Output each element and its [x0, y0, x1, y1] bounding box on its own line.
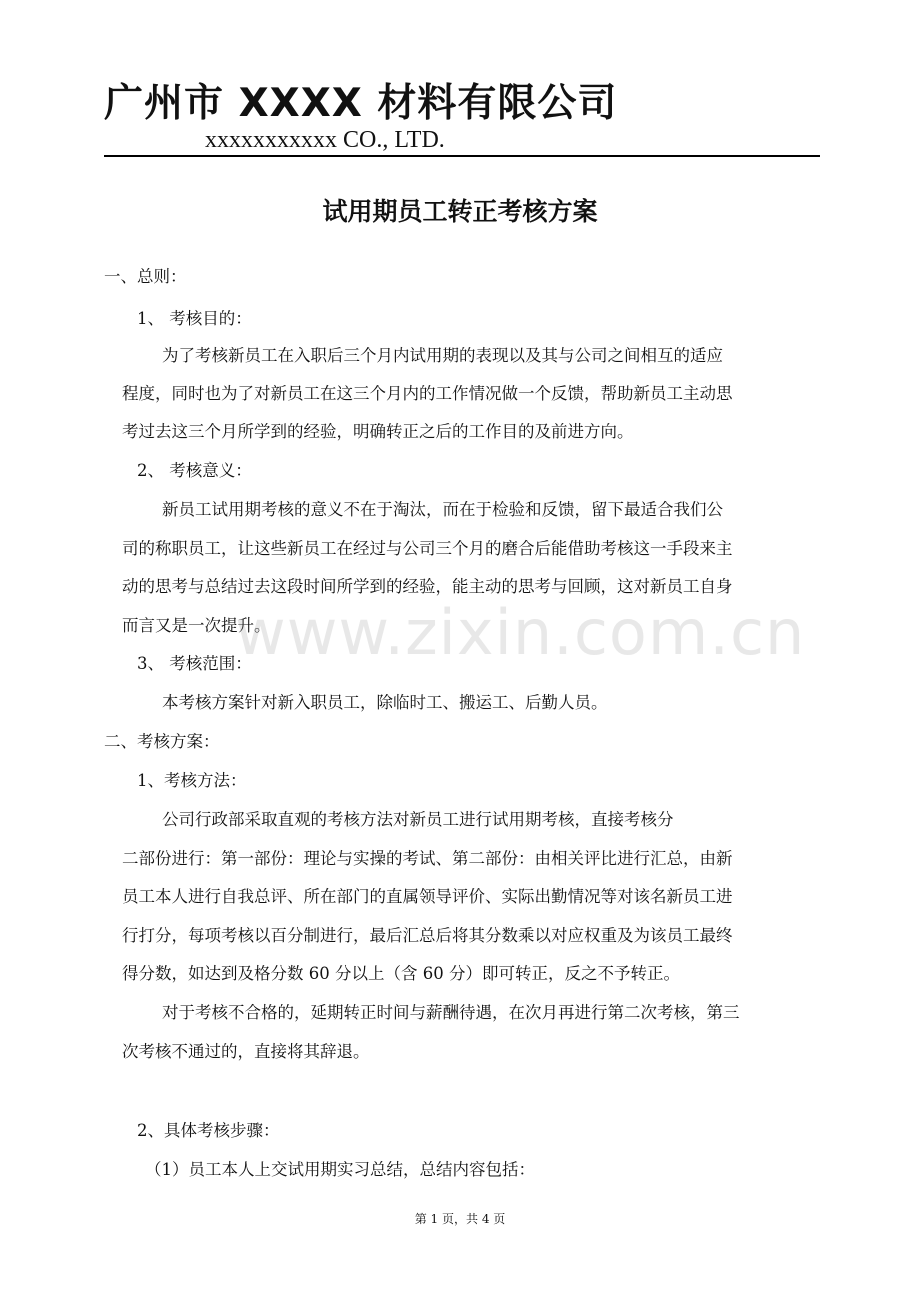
paragraph-line: 程度，同时也为了对新员工在这三个月内的工作情况做一个反馈，帮助新员工主动思 [122, 384, 733, 403]
paragraph-line: 得分数，如达到及格分数 60 分以上（含 60 分）即可转正，反之不予转正。 [122, 964, 680, 983]
header-divider [104, 155, 820, 157]
paragraph-line: 公司行政部采取直观的考核方法对新员工进行试用期考核，直接考核分 [162, 810, 674, 829]
paragraph-line: 行打分，每项考核以百分制进行，最后汇总后将其分数乘以对应权重及为该员工最终 [122, 926, 733, 945]
paragraph-line: 二部份进行：第一部份：理论与实操的考试、第二部份：由相关评比进行汇总，由新 [122, 849, 733, 868]
paragraph-line: 员工本人进行自我总评、所在部门的直属领导评价、实际出勤情况等对该名新员工进 [122, 887, 733, 906]
subheading-significance: 2、 考核意义： [137, 461, 252, 480]
paragraph-line: 为了考核新员工在入职后三个月内试用期的表现以及其与公司之间相互的适应 [162, 346, 723, 365]
page-footer: 第 1 页，共 4 页 [414, 1212, 506, 1226]
paragraph-line: 本考核方案针对新入职员工，除临时工、搬运工、后勤人员。 [162, 693, 608, 712]
paragraph-line: 次考核不通过的，直接将其辞退。 [122, 1042, 370, 1061]
subheading-purpose: 1、 考核目的： [137, 309, 252, 328]
list-item: （1）员工本人上交试用期实习总结，总结内容包括： [145, 1160, 535, 1179]
watermark: www.zixin.com.cn [235, 596, 806, 669]
paragraph-line: 动的思考与总结过去这段时间所学到的经验，能主动的思考与回顾，这对新员工自身 [122, 577, 733, 596]
section-heading-plan: 二、考核方案： [104, 732, 220, 751]
section-heading-general: 一、总则： [104, 267, 187, 286]
paragraph-line: 新员工试用期考核的意义不在于淘汰，而在于检验和反馈，留下最适合我们公 [162, 500, 723, 519]
subheading-steps: 2、具体考核步骤： [137, 1121, 280, 1140]
company-english-name: xxxxxxxxxxx CO., LTD. [205, 127, 445, 153]
subheading-scope: 3、 考核范围： [137, 654, 252, 673]
document-title: 试用期员工转正考核方案 [322, 197, 598, 226]
company-name: 广州市 XXXX 材料有限公司 [104, 81, 618, 126]
paragraph-line: 对于考核不合格的，延期转正时间与薪酬待遇，在次月再进行第二次考核，第三 [162, 1003, 740, 1022]
paragraph-line: 考过去这三个月所学到的经验，明确转正之后的工作目的及前进方向。 [122, 422, 634, 441]
paragraph-line: 司的称职员工，让这些新员工在经过与公司三个月的磨合后能借助考核这一手段来主 [122, 539, 733, 558]
subheading-method: 1、考核方法： [137, 771, 247, 790]
paragraph-line: 而言又是一次提升。 [122, 616, 271, 635]
